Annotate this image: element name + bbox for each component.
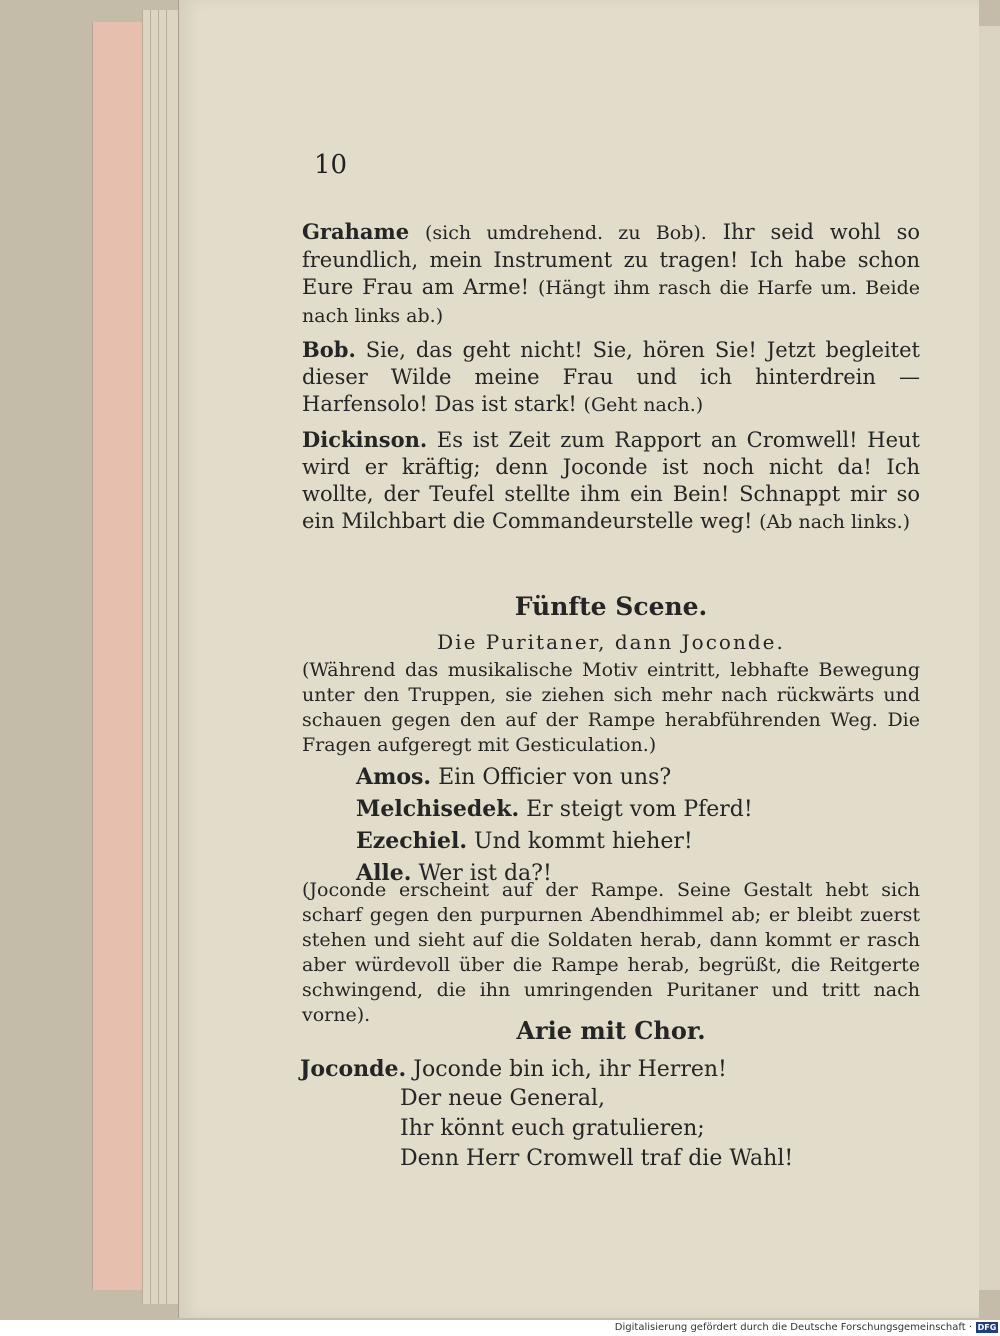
dialogue-line [356,796,753,822]
footer-text: Digitalisierung gefördert durch die Deutsche Forschungsgemeinschaft · [614,1322,972,1333]
dialogue-text: Und kommt hieher! [474,829,693,854]
stage-direction-block: (Joconde erscheint auf der Rampe. Seine Gestalt hebt sich scharf gegen den purpurnen Abendhimmel ab; er bleibt zuerst stehen und sieht auf die Soldaten herab, dann kommt er rasch aber würdevoll über die Rampe herab, begrüßt, die Reitgerte schwingend, die ihn umringenden Puritaner und tritt nach vorne). [302,879,920,1026]
speaker-name: Joconde. [300,1056,407,1082]
paragraph-bob [302,336,920,419]
dialogue-text: Sie, das geht nicht! Sie, hören Sie! Jetzt begleitet dieser Wilde meine Frau und ich hinterdrein — Harfensolo! Das ist stark! [302,338,920,416]
dialogue-text: Wer ist da?! [418,861,552,886]
stage-direction: (Hängt ihm rasch die Harfe um. Beide nach links ab.) [302,277,920,327]
verse-line: Denn Herr Cromwell traf die Wahl! [400,1146,794,1171]
aria-heading: Arie mit Chor. [516,1016,706,1045]
digitization-footer [0,1320,1000,1336]
dialogue-line [356,764,671,790]
dialogue-text: Er steigt vom Pferd! [526,797,753,822]
page-gutter [978,26,1000,1290]
dialogue-text: Es ist Zeit zum Rapport an Cromwell! Heut wird er kräftig; denn Joconde ist noch nicht da! Ich wollte, der Teufel stellte ihm ein Bein! Schnappt mir so ein Milchbart die Commandeurstelle weg! [302,428,920,533]
stage-direction: (Ab nach links.) [759,511,911,533]
verse-line: Der neue General, [400,1086,605,1111]
speaker-name: Melchisedek. [356,796,520,822]
stage-direction: (Geht nach.) [583,394,704,416]
speaker-name: Alle. [356,860,412,886]
speaker-name: Dickinson. [302,427,428,452]
verse-line: Ihr könnt euch gratulieren; [400,1116,705,1141]
speaker-name: Ezechiel. [356,828,468,854]
speaker-name: Amos. [356,764,432,790]
paragraph-grahame [302,218,920,330]
dfg-logo: DFG [977,1323,997,1332]
scene-persons: Die Puritaner, dann Joconde. [437,630,785,654]
stage-direction: (sich umdrehend. zu Bob). [424,222,707,244]
scene-heading: Fünfte Scene. [514,592,708,621]
aria-line [300,1056,727,1082]
stage-direction-block: (Während das musikalische Motiv eintritt, lebhafte Bewegung unter den Truppen, sie ziehen sich mehr nach rückwärts und schauen gegen den auf der Rampe herabführenden Weg. Die Fragen aufgeregt mit Gesticulation.) [302,659,920,756]
dialogue-text: Ein Officier von uns? [438,765,672,790]
speaker-name: Bob. [302,337,356,362]
dialogue-text: Ihr seid wohl so freundlich, mein Instrument zu tragen! Ich habe schon Eure Frau am Arme! [302,220,920,299]
verse-line: Joconde bin ich, ihr Herren! [413,1057,727,1082]
page-number: 10 [314,150,348,180]
dialogue-line [356,828,693,854]
paragraph-dickinson [302,426,920,536]
speaker-name: Grahame [302,219,410,244]
book-cover-edge [92,22,143,1290]
